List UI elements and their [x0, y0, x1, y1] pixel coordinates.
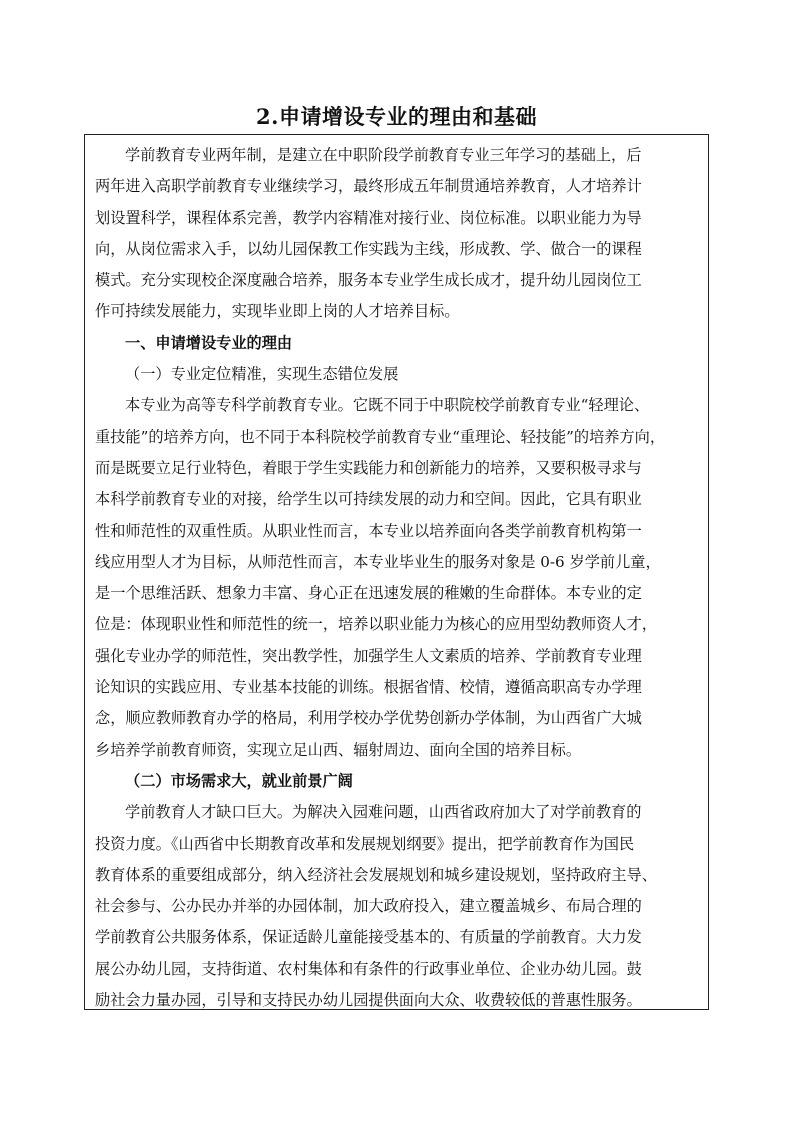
- subsection-2-paragraph: [95, 797, 699, 1016]
- text-line: 本科学前教育专业的对接，给学生以可持续发展的动力和空间。因此，它具有职业: [95, 490, 642, 509]
- text-line: 位是：体现职业性和师范性的统一，培养以职业能力为核心的应用型幼教师资人才，: [95, 615, 657, 634]
- text-line: 本专业为高等专科学前教育专业。它既不同于中职院校学前教育专业“轻理论、: [125, 396, 650, 415]
- text-line: 展公办幼儿园，支持街道、农村集体和有条件的行政事业单位、企业办幼儿园。鼓: [95, 959, 642, 978]
- text-line: 投资力度。《山西省中长期教育改革和发展规划纲要》提出，把学前教育作为国民: [95, 834, 635, 853]
- text-line: 作可持续发展能力，实现毕业即上岗的人才培养目标。: [95, 302, 460, 321]
- text-line: 学前教育公共服务体系，保证适龄儿童能接受基本的、有质量的学前教育。大力发: [95, 928, 642, 947]
- text-line: 学前教育人才缺口巨大。为解决入园难问题，山西省政府加大了对学前教育的: [125, 803, 642, 822]
- text-line: 社会参与、公办民办并举的办园体制，加大政府投入，建立覆盖城乡、布局合理的: [95, 897, 642, 916]
- text-line: 划设置科学，课程体系完善，教学内容精准对接行业、岗位标准。以职业能力为导: [95, 208, 642, 227]
- text-line: 重技能”的培养方向，也不同于本科院校学前教育专业“重理论、轻技能”的培养方向，: [95, 427, 666, 446]
- text-line: 励社会力量办园，引导和支持民办幼儿园提供面向大众、收费较低的普惠性服务。: [95, 991, 642, 1010]
- subsection-heading: （一）专业定位精准，实现生态错位发展: [125, 365, 399, 384]
- text-line: 论知识的实践应用、专业基本技能的训练。根据省情、校情，遵循高职高专办学理: [95, 678, 642, 697]
- section-heading: 一、申请增设专业的理由: [125, 333, 293, 352]
- text-line: 学前教育专业两年制，是建立在中职阶段学前教育专业三年学习的基础上，后: [125, 146, 642, 164]
- intro-paragraph: [95, 140, 699, 328]
- text-line: 教育体系的重要组成部分，纳入经济社会发展规划和城乡建设规划，坚持政府主导、: [95, 865, 657, 884]
- text-line: 而是既要立足行业特色，着眼于学生实践能力和创新能力的培养，又要积极寻求与: [95, 458, 642, 477]
- text-line: 线应用型人才为目标，从师范性而言，本专业毕业生的服务对象是 0-6 岁学前儿童，: [95, 552, 661, 571]
- text-line: 向，从岗位需求入手，以幼儿园保教工作实践为主线，形成教、学、做合一的课程: [95, 239, 642, 258]
- text-line: 是一个思维活跃、想象力丰富、身心正在迅速发展的稚嫩的生命群体。本专业的定: [95, 584, 642, 603]
- subsection-1-paragraph: [95, 390, 699, 766]
- text-line: 两年进入高职学前教育专业继续学习，最终形成五年制贯通培养教育，人才培养计: [95, 177, 642, 196]
- page-title: 2.申请增设专业的理由和基础: [256, 104, 537, 129]
- text-line: 念，顺应教师教育办学的格局，利用学校办学优势创新办学体制，为山西省广大城: [95, 709, 642, 728]
- text-line: 强化专业办学的师范性，突出教学性，加强学生人文素质的培养、学前教育专业理: [95, 646, 642, 665]
- document-body: [95, 140, 699, 1016]
- subsection-heading: （二）市场需求大，就业前景广阔: [125, 771, 353, 790]
- text-line: 模式。充分实现校企深度融合培养，服务本专业学生成长成才，提升幼儿园岗位工: [95, 271, 642, 290]
- text-line: 乡培养学前教育师资，实现立足山西、辐射周边、面向全国的培养目标。: [95, 740, 581, 759]
- text-line: 性和师范性的双重性质。从职业性而言，本专业以培养面向各类学前教育机构第一: [95, 521, 642, 540]
